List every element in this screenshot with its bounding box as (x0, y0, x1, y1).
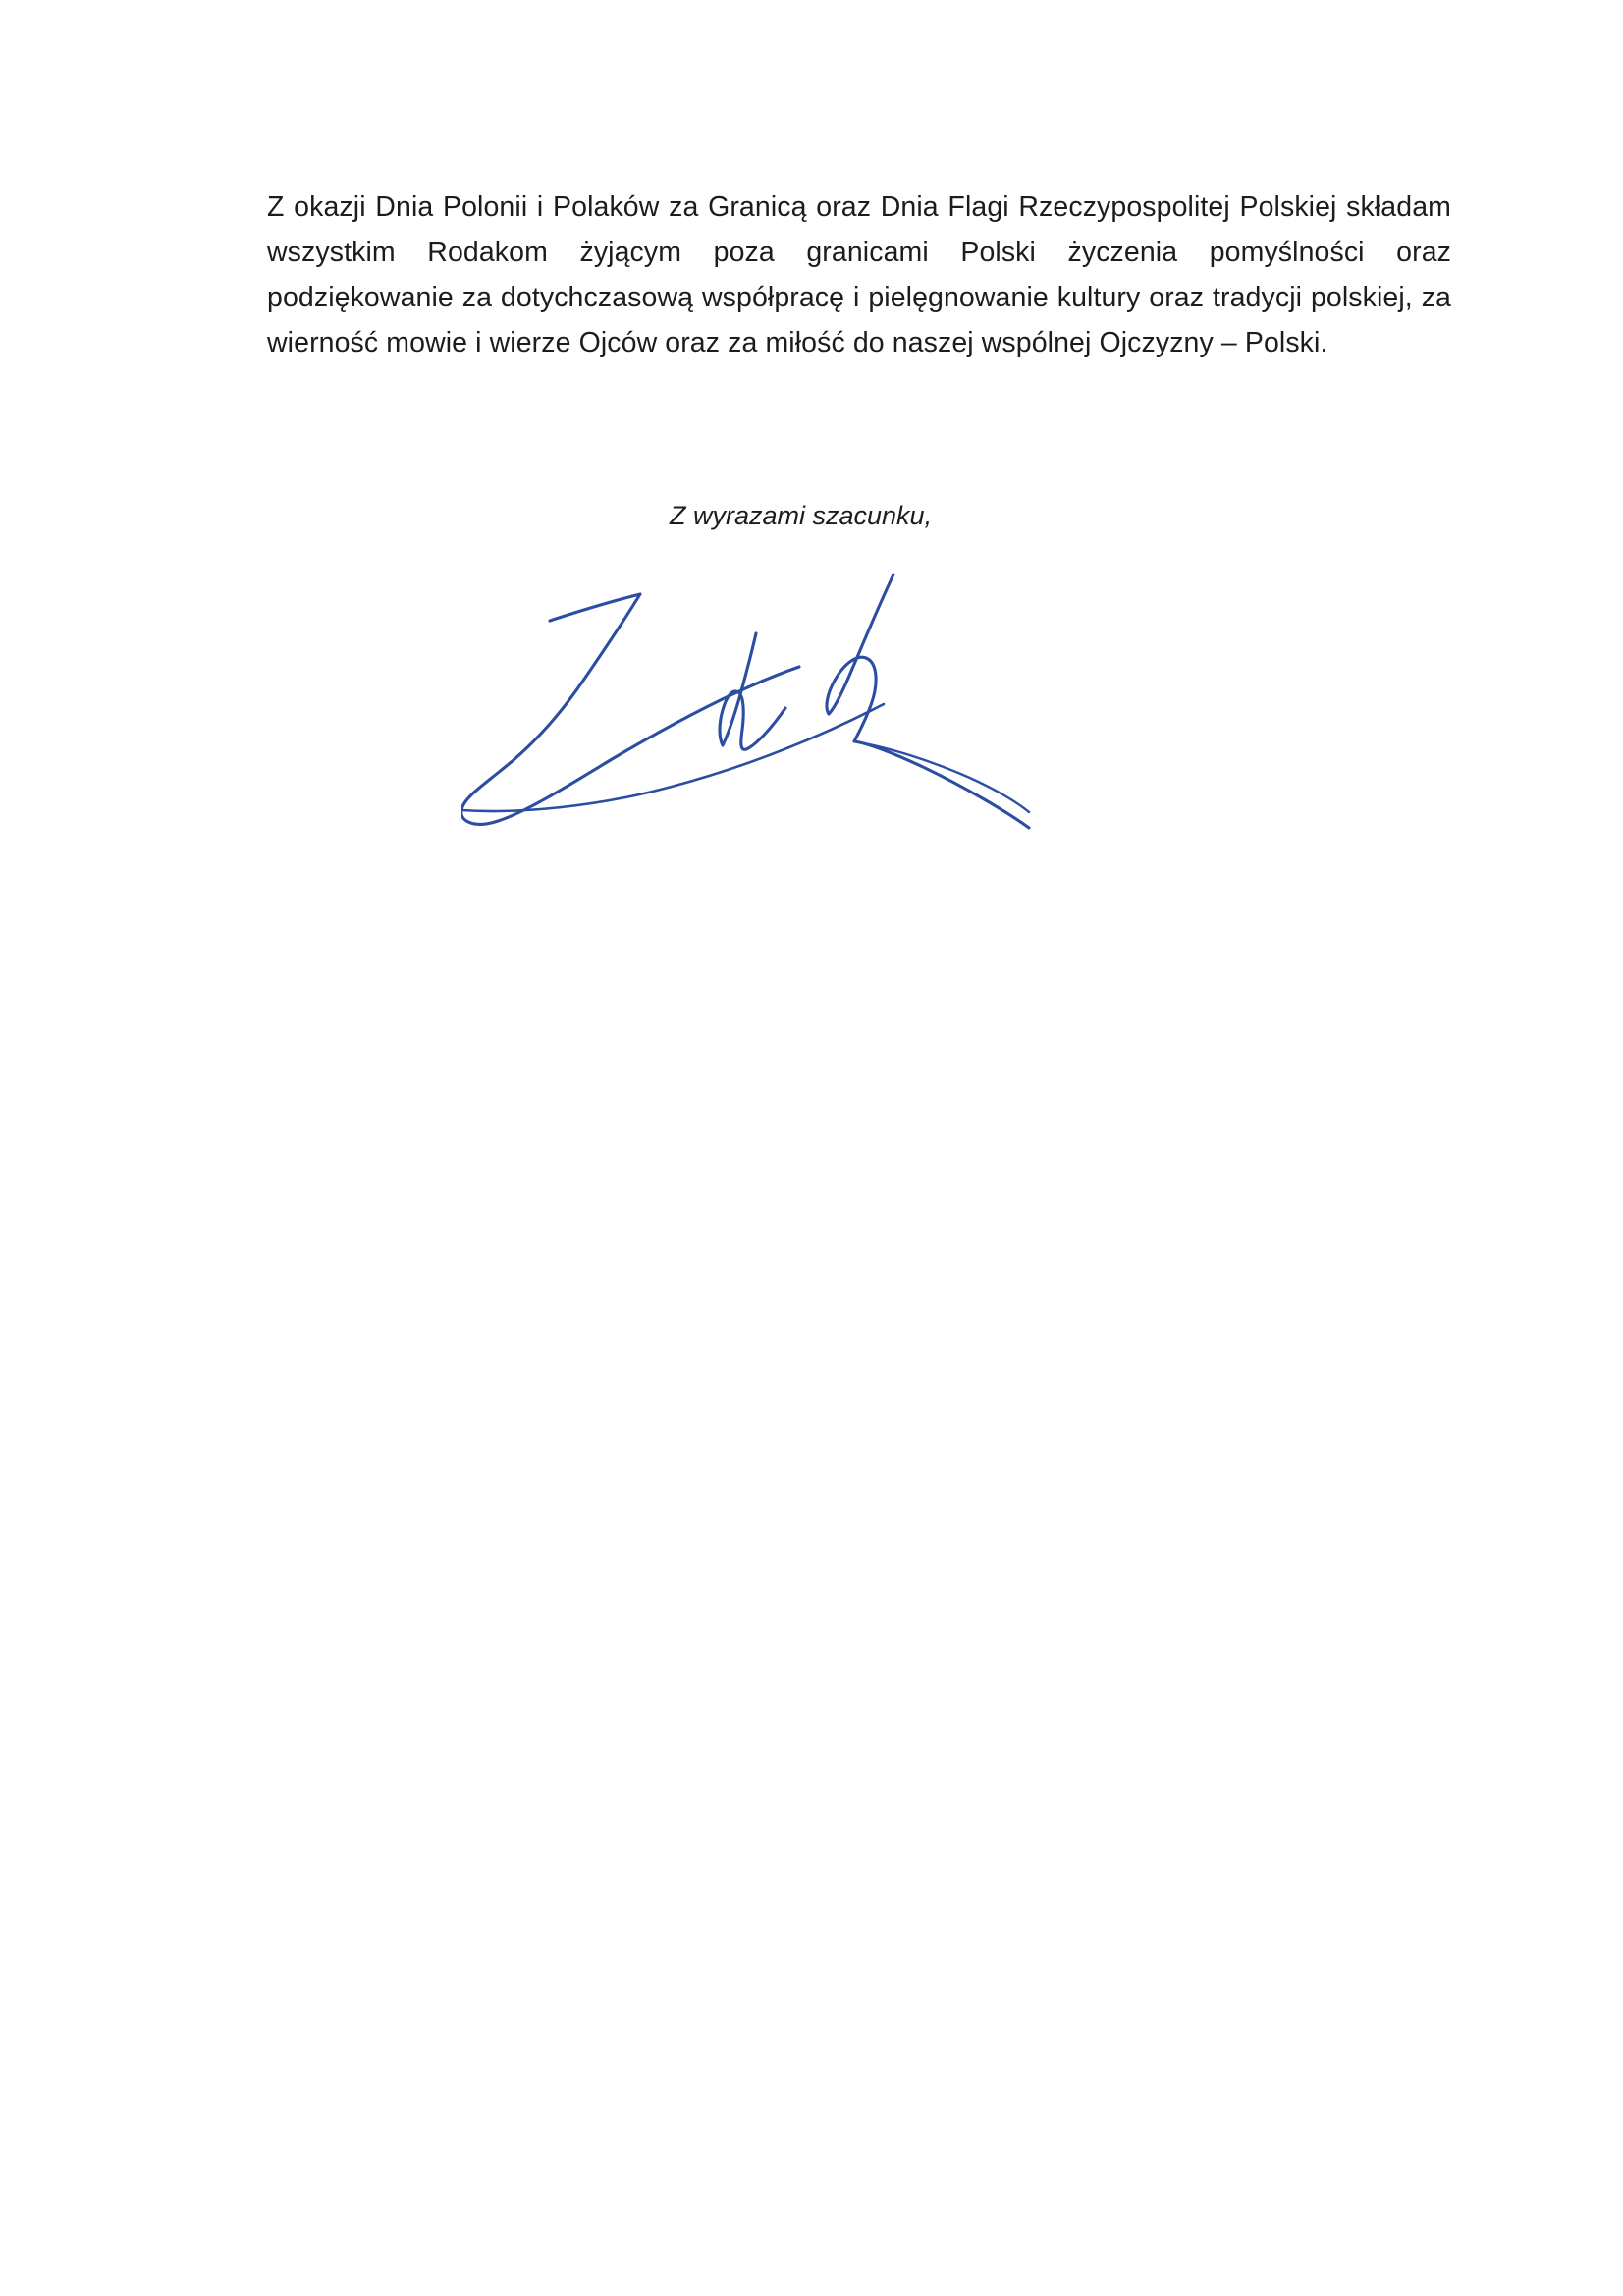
signature-image (461, 565, 1345, 918)
letter-body (267, 185, 1451, 365)
closing-salutation: Z wyrazami szacunku, (670, 501, 933, 530)
closing-block (670, 496, 1259, 535)
letter-paragraph: Z okazji Dnia Polonii i Polaków za Granicą oraz Dnia Flagi Rzeczypospolitej Polskiej składam wszystkim Rodakom żyjącym poza granicami Polski życzenia pomyślności oraz podziękowanie za dotychczasową współpracę i pielęgnowanie kultury oraz tradycji polskiej, za wierność mowie i wierze Ojców oraz za miłość do naszej wspólnej Ojczyzny – Polski. (267, 191, 1451, 358)
